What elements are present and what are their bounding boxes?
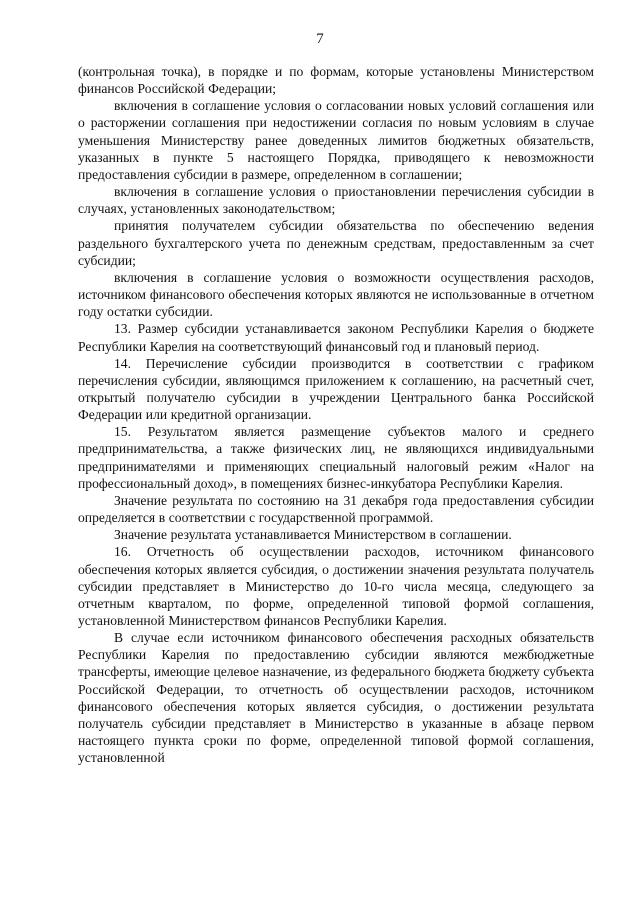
paragraph-control-point: (контрольная точка), в порядке и по формам, которые установлены Министерством финансов Российской Федерации; <box>78 64 594 97</box>
paragraph-unused-balances: включения в соглашение условия о возможности осуществления расходов, источником финансового обеспечения которых являются не использованные в отчетном году остатки субсидии. <box>78 269 594 320</box>
paragraph-new-conditions: включения в соглашение условия о согласовании новых условий соглашения или о расторжении соглашения при недостижении согласия по новым условиям в случае уменьшения Министерству ранее доведенных лимитов бюджетных обязательств, указанных в пункте 5 настоящего Порядка, приводящего к невозможности предоставления субсидии в размере, определенном в соглашении; <box>78 98 594 182</box>
paragraph-suspension: включения в соглашение условия о приостановлении перечисления субсидии в случаях, установленных законодательством; <box>78 184 594 217</box>
page-number: 7 <box>316 31 324 47</box>
paragraph-14-transfer: 14. Перечисление субсидии производится в соответствии с графиком перечисления субсидии, являющимся приложением к соглашению, на расчетный счет, открытый получателю субсидии в учреждении Центрального банка Российской Федерации или кредитной организации. <box>78 355 594 423</box>
document-body <box>78 63 594 766</box>
paragraph-result-agreement: Значение результата устанавливается Министерством в соглашении. <box>114 527 512 543</box>
paragraph-13-subsidy-amount: 13. Размер субсидии устанавливается законом Республики Карелия о бюджете Республики Карелия на соответствующий финансовый год и плановый период. <box>78 321 594 354</box>
paragraph-separate-accounting: принятия получателем субсидии обязательства по обеспечению ведения раздельного бухгалтерского учета по денежным средствам, предоставленным за счет субсидии; <box>78 218 594 268</box>
paragraph-15-result: 15. Результатом является размещение субъектов малого и среднего предпринимательства, а также физических лиц, не являющихся индивидуальными предпринимателями и применяющих специальный налоговый режим «Налог на профессиональный доход», в помещениях бизнес-инкубатора Республики Карелия. <box>78 424 594 491</box>
paragraph-result-value: Значение результата по состоянию на 31 декабря года предоставления субсидии определяется в соответствии с государственной программой. <box>78 492 594 526</box>
paragraph-16-reporting: 16. Отчетность об осуществлении расходов, источником финансового обеспечения которых является субсидия, о достижении значения результата получатель субсидии представляет в Министерство до 10-го числа месяца, следующего за отчетным кварталом, по форме, определенной типовой формой соглашения, установленной Министерством финансов Республики Карелия. <box>78 544 594 628</box>
paragraph-federal-transfers: В случае если источником финансового обеспечения расходных обязательств Республики Карелия по предоставлению субсидии являются межбюджетные трансферты, имеющие целевое назначение, из федерального бюджета бюджету субъекта Российской Федерации, то отчетность об осуществлении расходов, источником финансового обеспечения которых является субсидия, о достижении результата получатель субсидии представляет в Министерство в указанные в абзаце первом настоящего пункта сроки по форме, определенной типовой формой соглашения, установленной <box>78 630 594 766</box>
